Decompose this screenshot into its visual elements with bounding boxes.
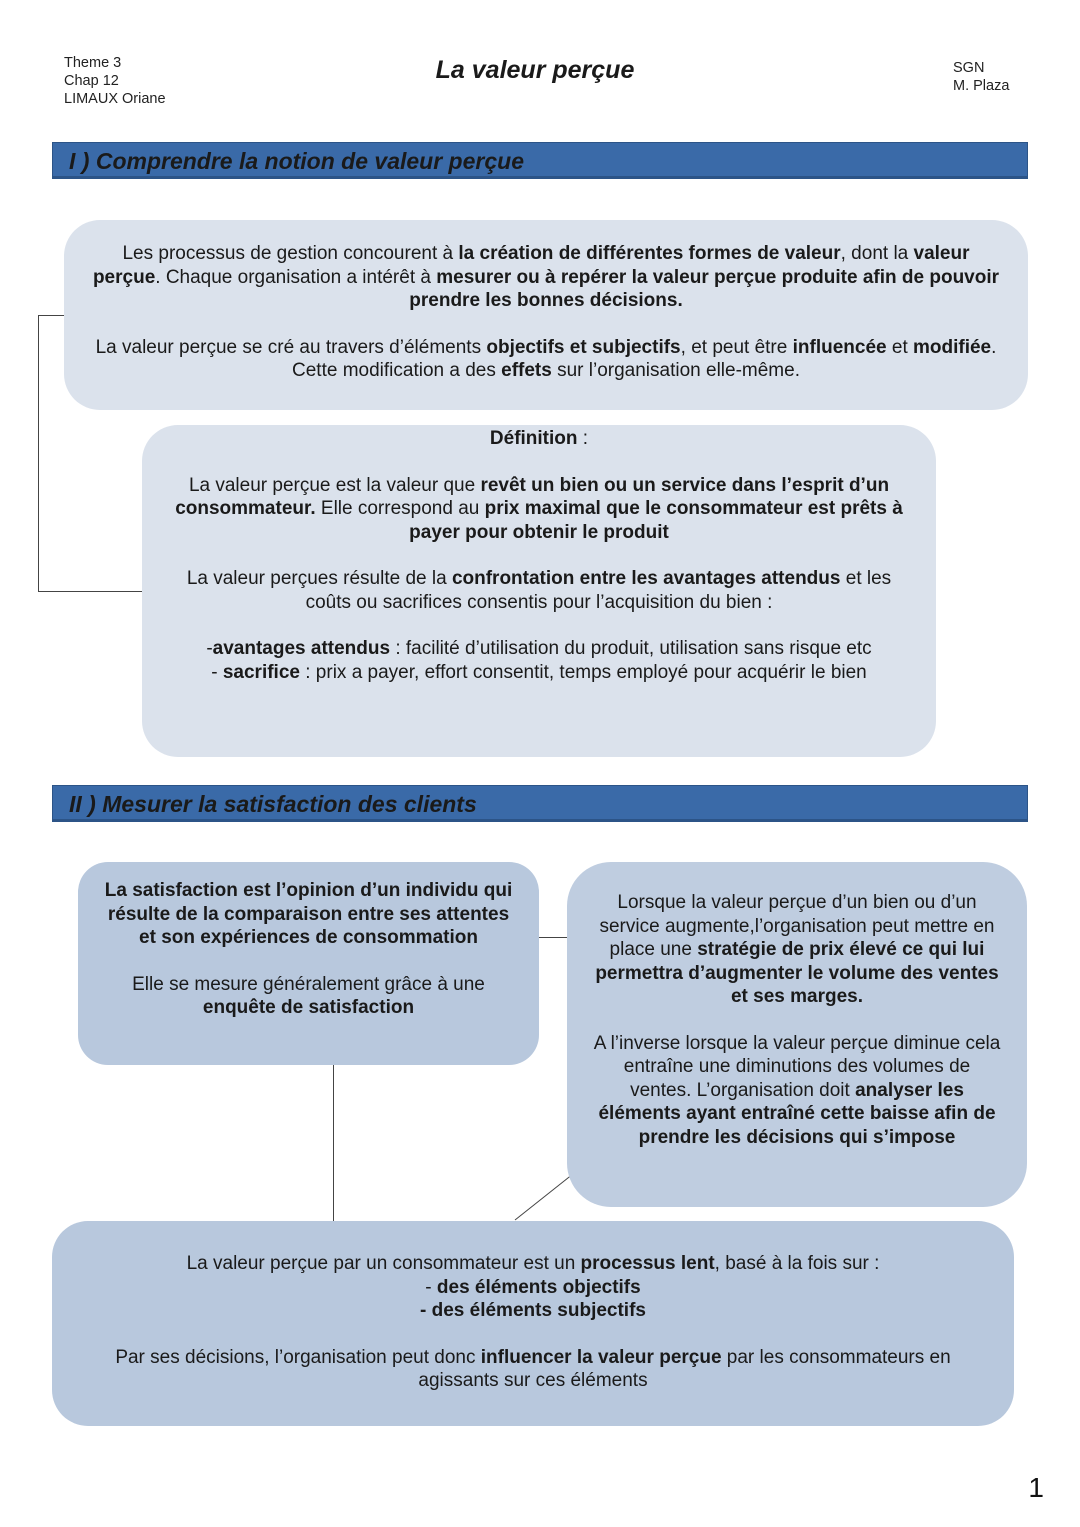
intro-box — [64, 220, 1028, 410]
page-title: La valeur perçue — [435, 56, 635, 84]
header-info — [64, 54, 166, 108]
satisfaction-measure: Elle se mesure généralement grâce à une enquête de satisfaction — [132, 973, 485, 1018]
section-1-title: I ) Comprendre la notion de valeur perçue — [52, 142, 1028, 179]
bracket-line-bottom — [38, 591, 142, 592]
chapter-label: Chap 12 — [64, 73, 119, 89]
bracket-line-vertical — [38, 315, 39, 592]
value-change-box — [567, 862, 1027, 1207]
definition-advantages: -avantages attendus : facilité d’utilisation du produit, utilisation sans risque etc — [206, 638, 872, 659]
author-name: LIMAUX Oriane — [64, 91, 166, 107]
bracket-line-top — [38, 315, 65, 316]
definition-box — [142, 425, 936, 757]
summary-line-1: La valeur perçue par un consommateur est un processus lent, basé à la fois sur : — [186, 1253, 880, 1274]
definition-paragraph-1: La valeur perçue est la valeur que revêt un bien ou un service dans l’esprit d’un consommateur. Elle correspond au prix maximal que le consommateur est prêts à payer pour obtenir le produit — [175, 474, 903, 543]
connector-left-right — [539, 937, 567, 938]
summary-line-objectifs: - des éléments objectifs — [425, 1276, 641, 1298]
summary-conclusion: Par ses décisions, l’organisation peut donc influencer la valeur perçue par les consommateurs en agissants sur ces éléments — [115, 1346, 951, 1391]
intro-paragraph-1: Les processus de gestion concourent à la création de différentes formes de valeur, dont la valeur perçue. Chaque organisation a intérêt à mesurer ou à repérer la valeur perçue produite afin de pouvoir prendre les bonnes décisions. — [92, 243, 1000, 311]
header-right-info — [953, 59, 1009, 95]
school-label: SGN — [953, 60, 985, 76]
teacher-name: M. Plaza — [953, 78, 1010, 94]
page-number: 1 — [1028, 1472, 1044, 1503]
satisfaction-definition: La satisfaction est l’opinion d’un individu qui résulte de la comparaison entre ses attentes et son expériences de consommation — [104, 880, 513, 948]
definition-paragraph-2: La valeur perçues résulte de la confrontation entre les avantages attendus et les coûts ou sacrifices consentis pour l’acquisition du bien : — [186, 568, 892, 613]
definition-heading: Définition : — [489, 428, 589, 449]
summary-box — [52, 1221, 1014, 1426]
connector-left-bottom — [333, 1065, 334, 1221]
value-decrease-paragraph: A l’inverse lorsque la valeur perçue diminue cela entraîne une diminutions des volumes de ventes. L’organisation doit analyser les éléments ayant entraîné cette baisse afin de prendre les décisions qui s’impose — [593, 1032, 1001, 1148]
section-2-title: II ) Mesurer la satisfaction des clients — [52, 785, 1028, 822]
definition-sacrifice: - sacrifice : prix a payer, effort consentit, temps employé pour acquérir le bien — [211, 661, 867, 683]
value-increase-paragraph: Lorsque la valeur perçue d’un bien ou d’un service augmente,l’organisation peut mettre en place une stratégie de prix élevé ce qui lui permettra d’augmenter le volume des ventes et ses marges. — [595, 892, 999, 1007]
satisfaction-definition-box — [78, 862, 539, 1065]
intro-paragraph-2: La valeur perçue se cré au travers d’éléments objectifs et subjectifs, et peut être influencée et modifiée. Cette modification a des effets sur l’organisation elle-même. — [95, 336, 997, 381]
summary-line-subjectifs: - des éléments subjectifs — [420, 1300, 646, 1321]
theme-label: Theme 3 — [64, 55, 122, 71]
